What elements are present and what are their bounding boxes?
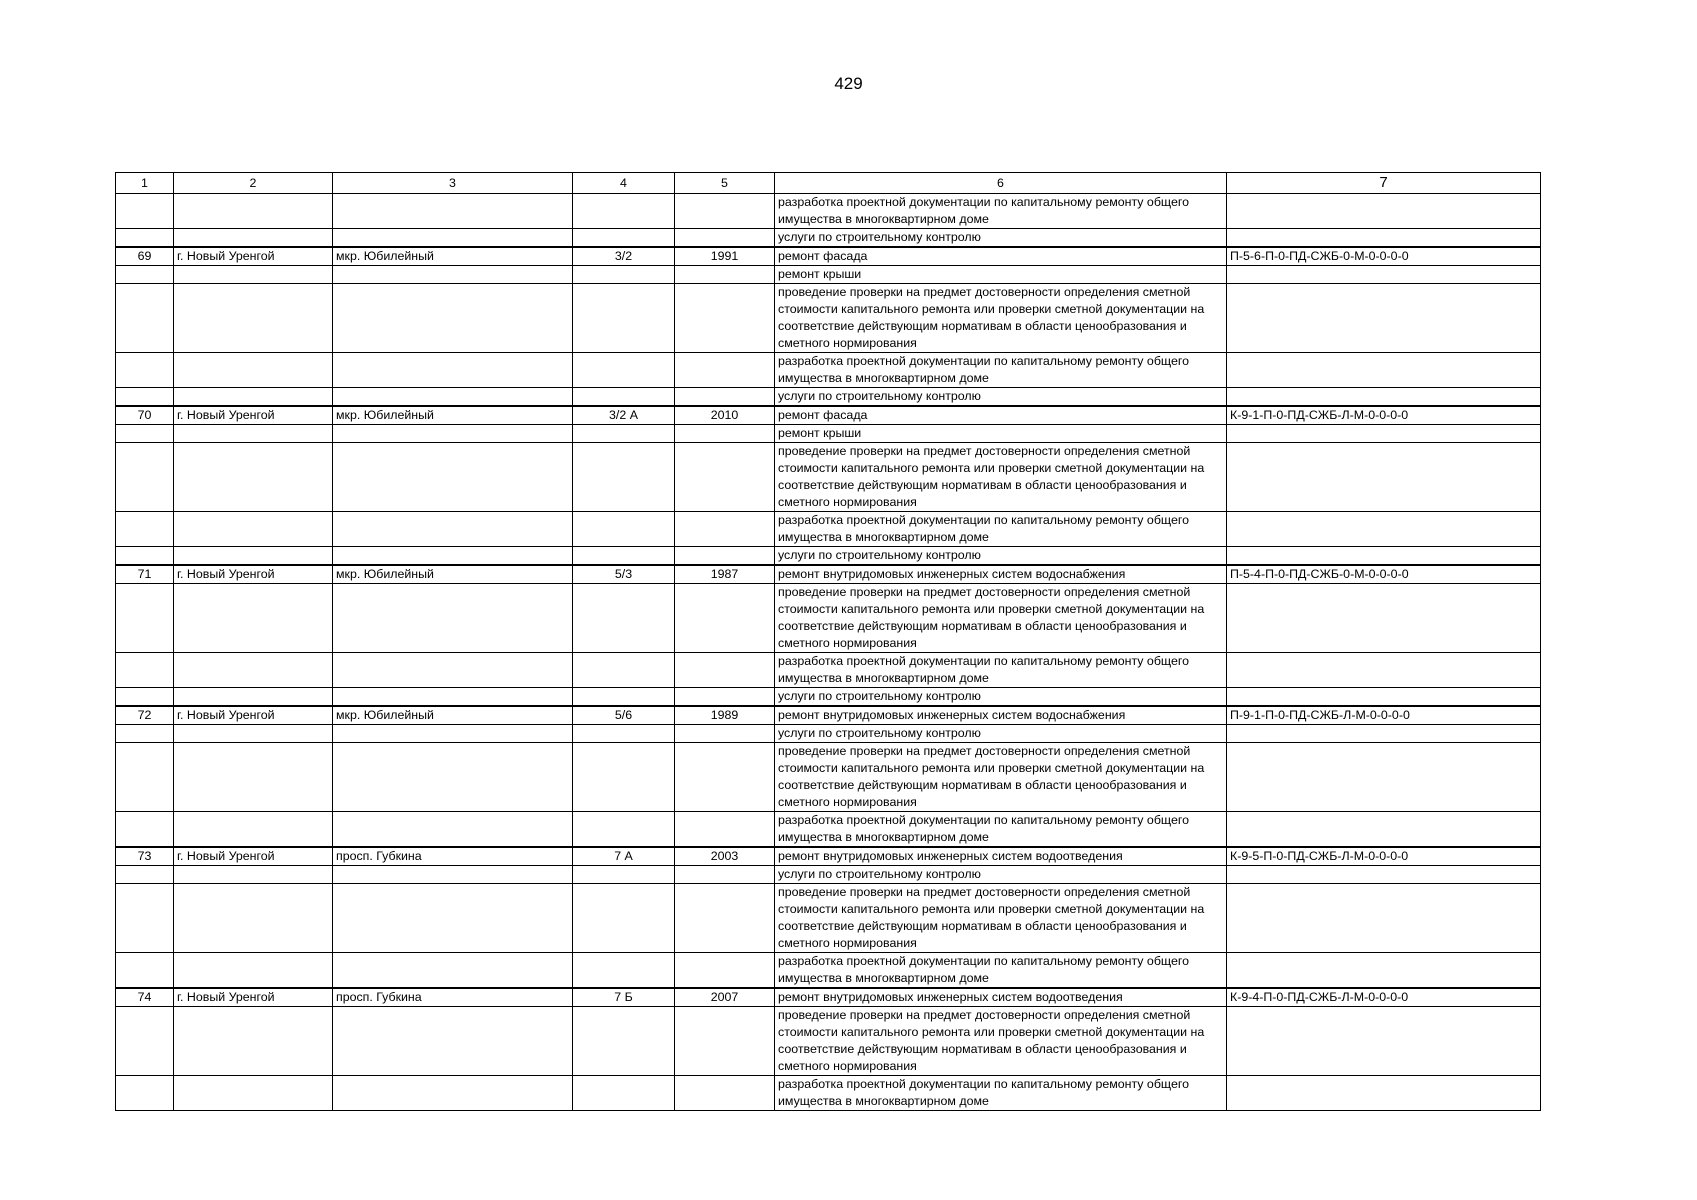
column-header: 5 xyxy=(675,173,775,194)
cell-building-code xyxy=(1227,653,1541,688)
cell-building-code xyxy=(1227,353,1541,388)
table-row xyxy=(116,194,1541,229)
cell-city xyxy=(174,743,333,812)
cell-number: 72 xyxy=(116,706,174,725)
cell-street: просп. Губкина xyxy=(333,847,573,866)
cell-number xyxy=(116,512,174,547)
cell-number xyxy=(116,229,174,248)
cell-year: 2003 xyxy=(675,847,775,866)
cell-year xyxy=(675,1007,775,1076)
cell-work-type: разработка проектной документации по капитальному ремонту общего имущества в многоквартирном доме xyxy=(775,194,1227,229)
cell-year: 1987 xyxy=(675,565,775,584)
cell-city xyxy=(174,266,333,284)
cell-house xyxy=(573,547,675,566)
cell-year xyxy=(675,266,775,284)
cell-number xyxy=(116,743,174,812)
cell-city xyxy=(174,1007,333,1076)
table-row xyxy=(116,512,1541,547)
cell-building-code: П-5-4-П-0-ПД-СЖБ-0-М-0-0-0-0 xyxy=(1227,565,1541,584)
cell-number xyxy=(116,884,174,953)
cell-work-type: разработка проектной документации по капитальному ремонту общего имущества в многоквартирном доме xyxy=(775,812,1227,848)
cell-city: г. Новый Уренгой xyxy=(174,847,333,866)
table-row xyxy=(116,743,1541,812)
cell-house xyxy=(573,953,675,989)
cell-house xyxy=(573,1007,675,1076)
cell-city xyxy=(174,229,333,248)
cell-number xyxy=(116,866,174,884)
cell-street xyxy=(333,866,573,884)
cell-street xyxy=(333,953,573,989)
cell-number xyxy=(116,584,174,653)
cell-house: 5/3 xyxy=(573,565,675,584)
table-row xyxy=(116,847,1541,866)
cell-house xyxy=(573,584,675,653)
cell-street: мкр. Юбилейный xyxy=(333,406,573,425)
table-row xyxy=(116,706,1541,725)
cell-year xyxy=(675,725,775,743)
table-row xyxy=(116,406,1541,425)
column-number-header-row xyxy=(116,173,1541,194)
cell-building-code xyxy=(1227,584,1541,653)
cell-year xyxy=(675,688,775,707)
cell-house xyxy=(573,425,675,443)
table-row xyxy=(116,565,1541,584)
cell-building-code: П-5-6-П-0-ПД-СЖБ-0-М-0-0-0-0 xyxy=(1227,247,1541,266)
cell-building-code xyxy=(1227,1007,1541,1076)
table-row xyxy=(116,725,1541,743)
cell-city xyxy=(174,425,333,443)
cell-number: 73 xyxy=(116,847,174,866)
cell-house: 5/6 xyxy=(573,706,675,725)
cell-city xyxy=(174,725,333,743)
cell-street xyxy=(333,884,573,953)
cell-street: мкр. Юбилейный xyxy=(333,706,573,725)
cell-work-type: разработка проектной документации по капитальному ремонту общего имущества в многоквартирном доме xyxy=(775,653,1227,688)
cell-number xyxy=(116,266,174,284)
cell-work-type: ремонт внутридомовых инженерных систем водоотведения xyxy=(775,847,1227,866)
page-number: 429 xyxy=(834,74,863,93)
column-header: 6 xyxy=(775,173,1227,194)
cell-year: 1991 xyxy=(675,247,775,266)
cell-city: г. Новый Уренгой xyxy=(174,565,333,584)
cell-number xyxy=(116,1007,174,1076)
cell-building-code xyxy=(1227,194,1541,229)
cell-house xyxy=(573,688,675,707)
table-row xyxy=(116,229,1541,248)
cell-work-type: ремонт фасада xyxy=(775,247,1227,266)
cell-city xyxy=(174,812,333,848)
cell-work-type: ремонт внутридомовых инженерных систем водоотведения xyxy=(775,988,1227,1007)
cell-work-type: разработка проектной документации по капитальному ремонту общего имущества в многоквартирном доме xyxy=(775,353,1227,388)
cell-number xyxy=(116,1076,174,1111)
column-header: 7 xyxy=(1227,173,1541,194)
cell-house xyxy=(573,884,675,953)
cell-year xyxy=(675,284,775,353)
table-row xyxy=(116,443,1541,512)
cell-number xyxy=(116,425,174,443)
cell-street xyxy=(333,194,573,229)
table-row xyxy=(116,425,1541,443)
cell-city xyxy=(174,1076,333,1111)
cell-building-code xyxy=(1227,266,1541,284)
repair-plan-table xyxy=(115,172,1541,1111)
cell-work-type: разработка проектной документации по капитальному ремонту общего имущества в многоквартирном доме xyxy=(775,1076,1227,1111)
cell-building-code xyxy=(1227,866,1541,884)
cell-work-type: услуги по строительному контролю xyxy=(775,866,1227,884)
cell-street xyxy=(333,425,573,443)
cell-work-type: разработка проектной документации по капитальному ремонту общего имущества в многоквартирном доме xyxy=(775,953,1227,989)
cell-house xyxy=(573,443,675,512)
cell-building-code xyxy=(1227,953,1541,989)
cell-work-type: проведение проверки на предмет достоверности определения сметной стоимости капитального ремонта или проверки сметной документации на соответствие действующим нормативам в области ценообразования и сметного нормирования xyxy=(775,443,1227,512)
cell-street xyxy=(333,353,573,388)
cell-city xyxy=(174,584,333,653)
cell-number: 74 xyxy=(116,988,174,1007)
cell-house xyxy=(573,743,675,812)
cell-building-code xyxy=(1227,284,1541,353)
table-row xyxy=(116,988,1541,1007)
cell-work-type: проведение проверки на предмет достоверности определения сметной стоимости капитального ремонта или проверки сметной документации на соответствие действующим нормативам в области ценообразования и сметного нормирования xyxy=(775,743,1227,812)
cell-city xyxy=(174,866,333,884)
column-header: 4 xyxy=(573,173,675,194)
table-row xyxy=(116,884,1541,953)
cell-year xyxy=(675,884,775,953)
cell-street xyxy=(333,443,573,512)
cell-year xyxy=(675,1076,775,1111)
cell-house xyxy=(573,512,675,547)
cell-year xyxy=(675,953,775,989)
cell-year: 2010 xyxy=(675,406,775,425)
cell-building-code: П-9-1-П-0-ПД-СЖБ-Л-М-0-0-0-0 xyxy=(1227,706,1541,725)
cell-number xyxy=(116,443,174,512)
cell-work-type: проведение проверки на предмет достоверности определения сметной стоимости капитального ремонта или проверки сметной документации на соответствие действующим нормативам в области ценообразования и сметного нормирования xyxy=(775,1007,1227,1076)
cell-street xyxy=(333,725,573,743)
cell-work-type: ремонт крыши xyxy=(775,266,1227,284)
cell-street xyxy=(333,1076,573,1111)
cell-work-type: услуги по строительному контролю xyxy=(775,725,1227,743)
cell-street xyxy=(333,1007,573,1076)
cell-street xyxy=(333,743,573,812)
cell-city: г. Новый Уренгой xyxy=(174,988,333,1007)
table-row xyxy=(116,1076,1541,1111)
cell-number xyxy=(116,353,174,388)
cell-building-code xyxy=(1227,725,1541,743)
cell-house xyxy=(573,353,675,388)
cell-building-code xyxy=(1227,443,1541,512)
cell-city: г. Новый Уренгой xyxy=(174,706,333,725)
table-row xyxy=(116,584,1541,653)
cell-building-code xyxy=(1227,812,1541,848)
cell-house xyxy=(573,229,675,248)
cell-house: 7 Б xyxy=(573,988,675,1007)
cell-city xyxy=(174,953,333,989)
cell-building-code: К-9-4-П-0-ПД-СЖБ-Л-М-0-0-0-0 xyxy=(1227,988,1541,1007)
cell-street xyxy=(333,229,573,248)
cell-building-code xyxy=(1227,688,1541,707)
column-header: 1 xyxy=(116,173,174,194)
cell-street: мкр. Юбилейный xyxy=(333,247,573,266)
cell-number: 69 xyxy=(116,247,174,266)
table-row xyxy=(116,812,1541,848)
cell-city xyxy=(174,688,333,707)
cell-street: просп. Губкина xyxy=(333,988,573,1007)
cell-street xyxy=(333,388,573,407)
cell-building-code xyxy=(1227,884,1541,953)
cell-house: 3/2 А xyxy=(573,406,675,425)
cell-year xyxy=(675,584,775,653)
cell-number xyxy=(116,547,174,566)
cell-city xyxy=(174,353,333,388)
cell-city xyxy=(174,884,333,953)
cell-number xyxy=(116,688,174,707)
cell-work-type: услуги по строительному контролю xyxy=(775,229,1227,248)
cell-house xyxy=(573,725,675,743)
cell-number xyxy=(116,284,174,353)
cell-street xyxy=(333,266,573,284)
cell-year xyxy=(675,653,775,688)
table-row xyxy=(116,247,1541,266)
cell-year xyxy=(675,512,775,547)
cell-street xyxy=(333,512,573,547)
cell-house xyxy=(573,388,675,407)
cell-year xyxy=(675,388,775,407)
cell-building-code xyxy=(1227,425,1541,443)
cell-work-type: услуги по строительному контролю xyxy=(775,688,1227,707)
cell-city: г. Новый Уренгой xyxy=(174,406,333,425)
table-row xyxy=(116,547,1541,566)
cell-year xyxy=(675,866,775,884)
cell-house xyxy=(573,866,675,884)
cell-year: 2007 xyxy=(675,988,775,1007)
table-row xyxy=(116,266,1541,284)
cell-work-type: ремонт крыши xyxy=(775,425,1227,443)
cell-building-code xyxy=(1227,388,1541,407)
cell-street xyxy=(333,584,573,653)
table-row xyxy=(116,653,1541,688)
cell-year xyxy=(675,812,775,848)
table-row xyxy=(116,1007,1541,1076)
cell-year xyxy=(675,743,775,812)
cell-number xyxy=(116,388,174,407)
table-body xyxy=(116,173,1541,1111)
cell-number xyxy=(116,194,174,229)
table-row xyxy=(116,353,1541,388)
cell-work-type: ремонт внутридомовых инженерных систем водоснабжения xyxy=(775,565,1227,584)
cell-building-code: К-9-1-П-0-ПД-СЖБ-Л-М-0-0-0-0 xyxy=(1227,406,1541,425)
cell-year xyxy=(675,194,775,229)
cell-year xyxy=(675,443,775,512)
table-row xyxy=(116,953,1541,989)
cell-work-type: услуги по строительному контролю xyxy=(775,388,1227,407)
cell-city xyxy=(174,443,333,512)
cell-street xyxy=(333,812,573,848)
cell-year xyxy=(675,353,775,388)
cell-building-code xyxy=(1227,512,1541,547)
cell-street: мкр. Юбилейный xyxy=(333,565,573,584)
cell-house xyxy=(573,194,675,229)
cell-number: 70 xyxy=(116,406,174,425)
cell-city xyxy=(174,194,333,229)
cell-city xyxy=(174,388,333,407)
cell-number xyxy=(116,653,174,688)
cell-number xyxy=(116,953,174,989)
cell-number xyxy=(116,725,174,743)
table-row xyxy=(116,388,1541,407)
cell-number xyxy=(116,812,174,848)
cell-street xyxy=(333,547,573,566)
cell-work-type: ремонт внутридомовых инженерных систем водоснабжения xyxy=(775,706,1227,725)
cell-street xyxy=(333,653,573,688)
cell-building-code xyxy=(1227,1076,1541,1111)
cell-building-code xyxy=(1227,547,1541,566)
cell-city xyxy=(174,284,333,353)
table-row xyxy=(116,284,1541,353)
cell-year xyxy=(675,229,775,248)
cell-city xyxy=(174,653,333,688)
cell-house: 7 А xyxy=(573,847,675,866)
cell-house xyxy=(573,812,675,848)
cell-building-code: К-9-5-П-0-ПД-СЖБ-Л-М-0-0-0-0 xyxy=(1227,847,1541,866)
column-header: 3 xyxy=(333,173,573,194)
cell-street xyxy=(333,688,573,707)
cell-work-type: проведение проверки на предмет достоверности определения сметной стоимости капитального ремонта или проверки сметной документации на соответствие действующим нормативам в области ценообразования и сметного нормирования xyxy=(775,584,1227,653)
cell-number: 71 xyxy=(116,565,174,584)
cell-city: г. Новый Уренгой xyxy=(174,247,333,266)
cell-house xyxy=(573,1076,675,1111)
cell-work-type: услуги по строительному контролю xyxy=(775,547,1227,566)
cell-city xyxy=(174,547,333,566)
cell-work-type: проведение проверки на предмет достоверности определения сметной стоимости капитального ремонта или проверки сметной документации на соответствие действующим нормативам в области ценообразования и сметного нормирования xyxy=(775,884,1227,953)
column-header: 2 xyxy=(174,173,333,194)
cell-work-type: проведение проверки на предмет достоверности определения сметной стоимости капитального ремонта или проверки сметной документации на соответствие действующим нормативам в области ценообразования и сметного нормирования xyxy=(775,284,1227,353)
cell-house xyxy=(573,653,675,688)
cell-house xyxy=(573,266,675,284)
cell-house: 3/2 xyxy=(573,247,675,266)
cell-house xyxy=(573,284,675,353)
cell-building-code xyxy=(1227,229,1541,248)
table-row xyxy=(116,688,1541,707)
cell-work-type: ремонт фасада xyxy=(775,406,1227,425)
cell-year xyxy=(675,547,775,566)
cell-year: 1989 xyxy=(675,706,775,725)
cell-building-code xyxy=(1227,743,1541,812)
cell-year xyxy=(675,425,775,443)
cell-street xyxy=(333,284,573,353)
table-row xyxy=(116,866,1541,884)
cell-work-type: разработка проектной документации по капитальному ремонту общего имущества в многоквартирном доме xyxy=(775,512,1227,547)
cell-city xyxy=(174,512,333,547)
